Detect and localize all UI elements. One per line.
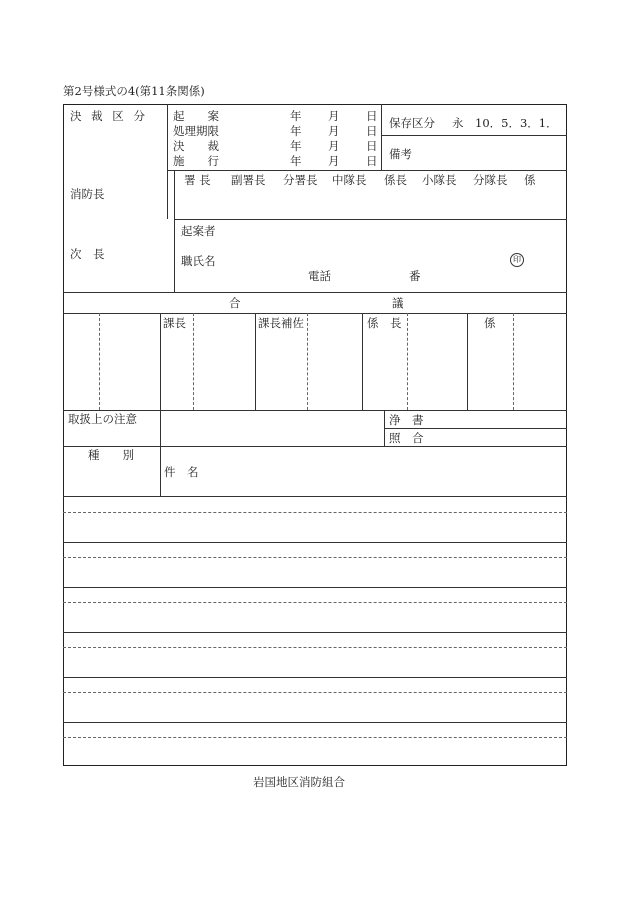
divider xyxy=(63,496,567,497)
divider xyxy=(384,428,567,429)
rule xyxy=(63,587,567,588)
dashed-rule xyxy=(63,557,567,558)
kianjya-label: 起案者 xyxy=(181,224,216,238)
seal-icon: 印 xyxy=(510,253,524,267)
kian-day: 日 xyxy=(366,109,378,123)
kakari-label: 係 xyxy=(484,316,496,330)
divider xyxy=(381,135,567,136)
divider xyxy=(255,313,256,410)
gougi-title-left: 合 xyxy=(229,296,241,310)
rule xyxy=(63,722,567,723)
role-bunshochou: 分署長 xyxy=(283,173,318,187)
kachou-hosa-label: 課長補佐 xyxy=(258,316,304,330)
role-fukushochou: 副署長 xyxy=(231,173,266,187)
divider xyxy=(167,170,567,171)
divider xyxy=(63,292,567,293)
kian-year: 年 xyxy=(290,109,302,123)
divider xyxy=(362,313,363,410)
shori-kigen-month: 月 xyxy=(328,124,340,138)
dashed-rule xyxy=(63,647,567,648)
kachou-label: 課長 xyxy=(163,316,186,330)
role-shoutaichou: 小隊長 xyxy=(422,173,457,187)
kessai-year: 年 xyxy=(290,139,302,153)
shikou-month: 月 xyxy=(328,154,340,168)
divider xyxy=(63,446,567,447)
shubetsu-label: 種 別 xyxy=(88,448,134,462)
divider xyxy=(63,410,567,411)
shori-kigen-label: 処理期限 xyxy=(173,124,219,138)
kian-label: 起 案 xyxy=(173,109,219,123)
kessai-day: 日 xyxy=(366,139,378,153)
dashed-divider xyxy=(513,313,514,410)
dashed-rule xyxy=(63,737,567,738)
rule xyxy=(63,542,567,543)
divider xyxy=(174,219,567,220)
divider xyxy=(174,170,175,292)
shikou-year: 年 xyxy=(290,154,302,168)
shikou-day: 日 xyxy=(366,154,378,168)
role-kakarichou: 係長 xyxy=(384,173,407,187)
dashed-divider xyxy=(193,313,194,410)
role-shochou: 署 長 xyxy=(184,173,211,187)
kessai-kubun-label: 決 裁 区 分 xyxy=(70,109,145,123)
dashed-divider xyxy=(307,313,308,410)
kessai-label: 決 裁 xyxy=(173,139,219,153)
divider xyxy=(63,313,567,314)
shoubouchou-label: 消防長 xyxy=(70,187,105,201)
jousho-label: 浄 書 xyxy=(389,413,424,427)
shokushimei-label: 職氏名 xyxy=(181,254,216,268)
rule xyxy=(63,677,567,678)
role-buntaichou: 分隊長 xyxy=(473,173,508,187)
dashed-rule xyxy=(63,512,567,513)
divider xyxy=(167,104,168,219)
biko-label: 備考 xyxy=(389,147,412,161)
hozon-kubun-values: 永 10．5．3．1． xyxy=(452,116,558,130)
divider xyxy=(381,104,382,170)
dashed-rule xyxy=(63,692,567,693)
shori-kigen-day: 日 xyxy=(366,124,378,138)
form-title: 第2号様式の4(第11条関係) xyxy=(63,84,205,98)
shori-kigen-year: 年 xyxy=(290,124,302,138)
denwa-label: 電話 xyxy=(308,269,331,283)
role-kakari: 係 xyxy=(524,173,536,187)
rule xyxy=(63,632,567,633)
form-frame xyxy=(63,104,567,766)
shougou-label: 照 合 xyxy=(389,431,424,445)
kessai-month: 月 xyxy=(328,139,340,153)
role-chuutaichou: 中隊長 xyxy=(332,173,367,187)
gougi-title-right: 議 xyxy=(392,296,404,310)
divider xyxy=(467,313,468,410)
kian-month: 月 xyxy=(328,109,340,123)
footer-organization: 岩国地区消防組合 xyxy=(253,775,345,789)
ban-label: 番 xyxy=(409,269,421,283)
dashed-divider xyxy=(99,313,100,410)
jichou-label: 次 長 xyxy=(70,247,105,261)
toriatsukai-label: 取扱上の注意 xyxy=(68,412,137,426)
dashed-divider xyxy=(407,313,408,410)
shikou-label: 施 行 xyxy=(173,154,219,168)
hozon-kubun-label: 保存区分 xyxy=(389,116,435,130)
dashed-rule xyxy=(63,602,567,603)
kakarichou-label: 係 長 xyxy=(367,316,402,330)
divider xyxy=(160,313,161,496)
kenmei-label: 件 名 xyxy=(164,465,199,479)
